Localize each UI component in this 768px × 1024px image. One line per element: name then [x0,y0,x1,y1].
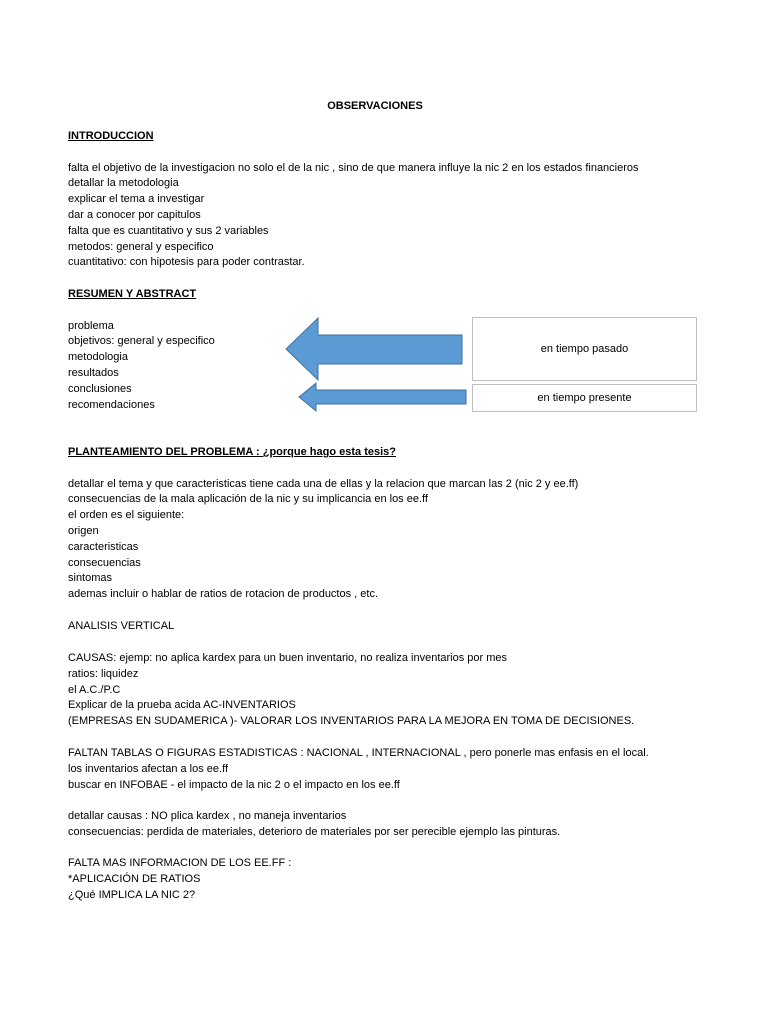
text-line: los inventarios afectan a los ee.ff [68,762,229,775]
text-line: ademas incluir o hablar de ratios de rotacion de productos , etc. [68,588,379,601]
text-line: el orden es el siguiente: [68,509,185,522]
text-line: CAUSAS: ejemp: no aplica kardex para un buen inventario, no realiza inventarios por mes [68,652,508,664]
causas-section [68,651,708,730]
text-line: detallar causas : NO plica kardex , no maneja inventarios [68,810,347,822]
text-line: metodos: general y especifico [68,240,214,253]
box-tiempo-presente [472,384,697,412]
text-line: ratios: liquidez [68,667,139,680]
text-line: el A.C./P.C [68,683,121,696]
text-line: detallar la metodologia [68,177,179,190]
text-line: consecuencias [68,556,141,569]
page-title: OBSERVACIONES [327,100,423,112]
text-line: consecuencias de la mala aplicación de la nic y su implicancia en los ee.ff [68,493,428,506]
introduccion-section [68,129,708,271]
list-item: conclusiones [68,382,132,395]
text-line: sintomas [68,572,113,585]
text-line: detallar el tema y que caracteristicas tiene cada una de ellas y la relacion que marcan las 2 (nic 2 y ee.ff) [68,477,579,490]
text-line: (EMPRESAS EN SUDAMERICA )- VALORAR LOS INVENTARIOS PARA LA MEJORA EN TOMA DE DECISIONES. [68,715,635,728]
text-line: explicar el tema a investigar [68,193,205,206]
faltan-section [68,746,708,793]
list-item: problema [68,319,114,332]
falta-mas-section [68,856,708,903]
text-line: Explicar de la prueba acida AC-INVENTARIOS [68,699,296,712]
box-label: en tiempo pasado [540,343,629,355]
text-line: consecuencias: perdida de materiales, deterioro de materiales por ser perecible ejemplo las pinturas. [68,825,561,838]
resumen-heading: RESUMEN Y ABSTRACT [68,288,197,300]
text-line: caracteristicas [68,540,139,553]
text-line: FALTAN TABLAS O FIGURAS ESTADISTICAS : NACIONAL , INTERNACIONAL , pero ponerle mas enfasis en el local. [68,747,649,759]
list-item: metodologia [68,351,128,364]
list-item: recomendaciones [68,398,155,411]
text-line: falta el objetivo de la investigacion no solo el de la nic , sino de que manera influye la nic 2 en los estados financieros [68,161,639,174]
text-line: *APLICACIÓN DE RATIOS [68,872,201,885]
box-tiempo-pasado [472,317,697,381]
analisis-section [68,619,708,635]
introduccion-heading: INTRODUCCION [68,130,154,142]
text-line: cuantitativo: con hipotesis para poder contrastar. [68,256,305,269]
text-line: origen [68,524,99,537]
box-label: en tiempo presente [537,392,632,404]
analisis-heading: ANALISIS VERTICAL [68,620,175,632]
detallar-section [68,809,708,841]
planteamiento-heading: PLANTEAMIENTO DEL PROBLEMA : ¿porque hago esta tesis? [68,446,396,458]
text-line: buscar en INFOBAE - el impacto de la nic 2 o el impacto en los ee.ff [68,778,400,791]
text-line: dar a conocer por capitulos [68,208,201,221]
planteamiento-section [68,445,708,603]
list-item: resultados [68,366,119,379]
text-line: ¿Qué IMPLICA LA NIC 2? [68,888,196,901]
text-line: falta que es cuantitativo y sus 2 variables [68,224,269,237]
text-line: FALTA MAS INFORMACION DE LOS EE.FF : [68,857,292,869]
list-item: objetivos: general y especifico [68,335,215,348]
